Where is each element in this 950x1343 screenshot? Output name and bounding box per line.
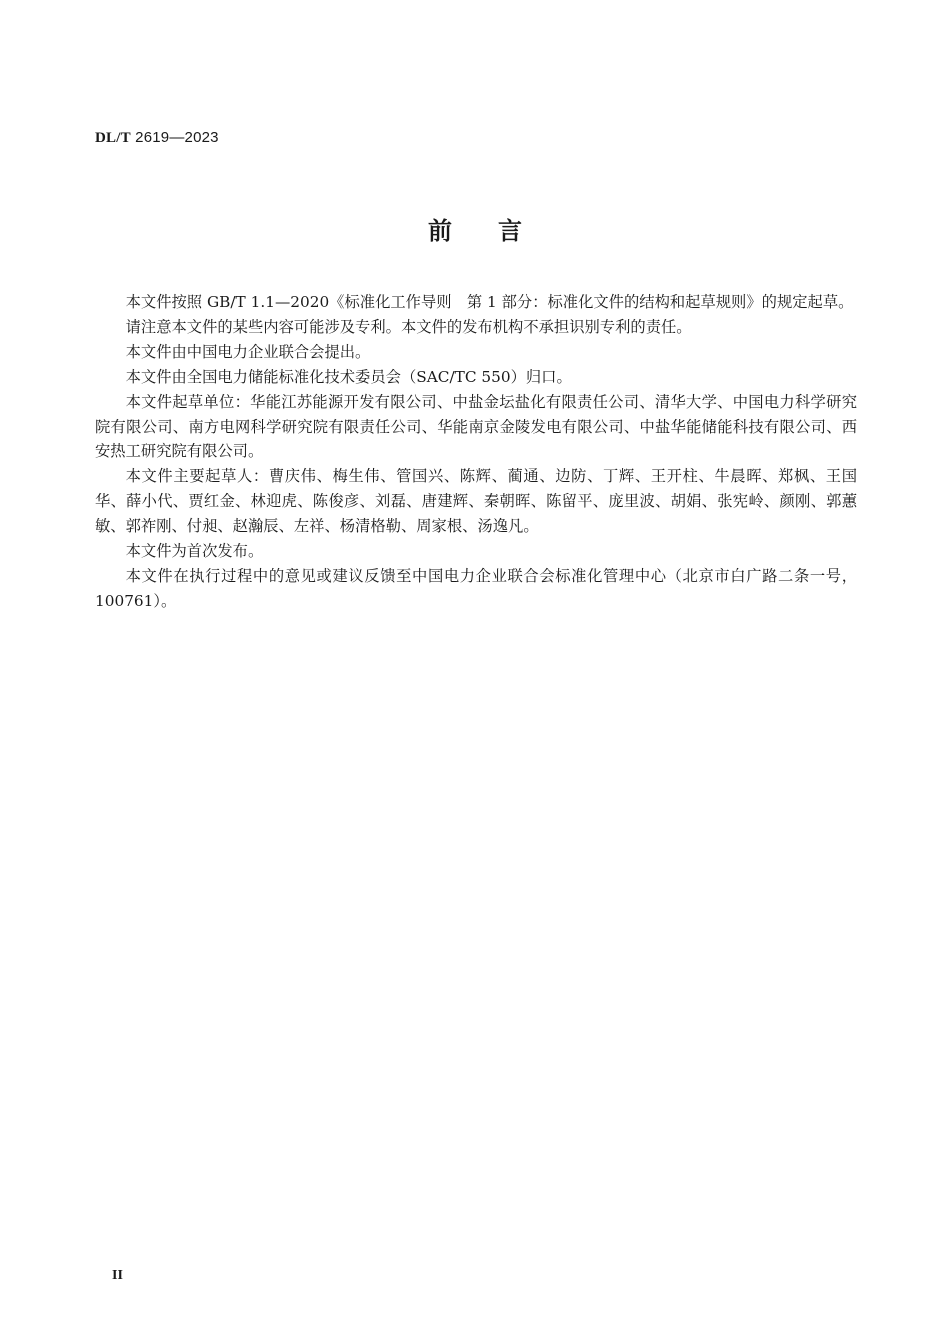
- page-title: 前言: [428, 217, 568, 245]
- document-code-prefix: DL/T: [95, 130, 131, 146]
- paragraph-committee: 本文件由全国电力储能标准化技术委员会（SAC/TC 550）归口。: [125, 367, 572, 386]
- paragraph-drafting-rules: 本文件按照 GB/T 1.1—2020《标准化工作导则 第 1 部分：标准化文件的结构和起草规则》的规定起草。: [125, 293, 854, 311]
- paragraph-proposer: 本文件由中国电力企业联合会提出。: [125, 342, 371, 361]
- foreword-body: [95, 290, 857, 614]
- page-number: II: [112, 1268, 123, 1283]
- document-code: [95, 129, 219, 147]
- paragraph-first-release: 本文件为首次发布。: [125, 542, 264, 561]
- document-code-number: 2619—2023: [130, 129, 219, 146]
- paragraph-feedback: 本文件在执行过程中的意见或建议反馈至中国电力企业联合会标准化管理中心（北京市白广路二条一号，100761）。: [95, 566, 857, 610]
- paragraph-drafters: 本文件主要起草人：曹庆伟、梅生伟、管国兴、陈辉、蔺通、边防、丁辉、王开柱、牛晨晖、郑枫、王国华、薛小代、贾红金、林迎虎、陈俊彦、刘磊、唐建辉、秦朝晖、陈留平、庞里波、胡娟、张宪岭、颜刚、郭蕙敏、郭祚刚、付昶、赵瀚辰、左祥、杨清格勒、周家根、汤逸凡。: [95, 467, 857, 536]
- paragraph-drafting-units: 本文件起草单位：华能江苏能源开发有限公司、中盐金坛盐化有限责任公司、清华大学、中国电力科学研究院有限公司、南方电网科学研究院有限责任公司、华能南京金陵发电有限公司、中盐华能储能科技有限公司、西安热工研究院有限公司。: [95, 392, 857, 461]
- paragraph-patent-notice: 请注意本文件的某些内容可能涉及专利。本文件的发布机构不承担识别专利的责任。: [125, 317, 692, 336]
